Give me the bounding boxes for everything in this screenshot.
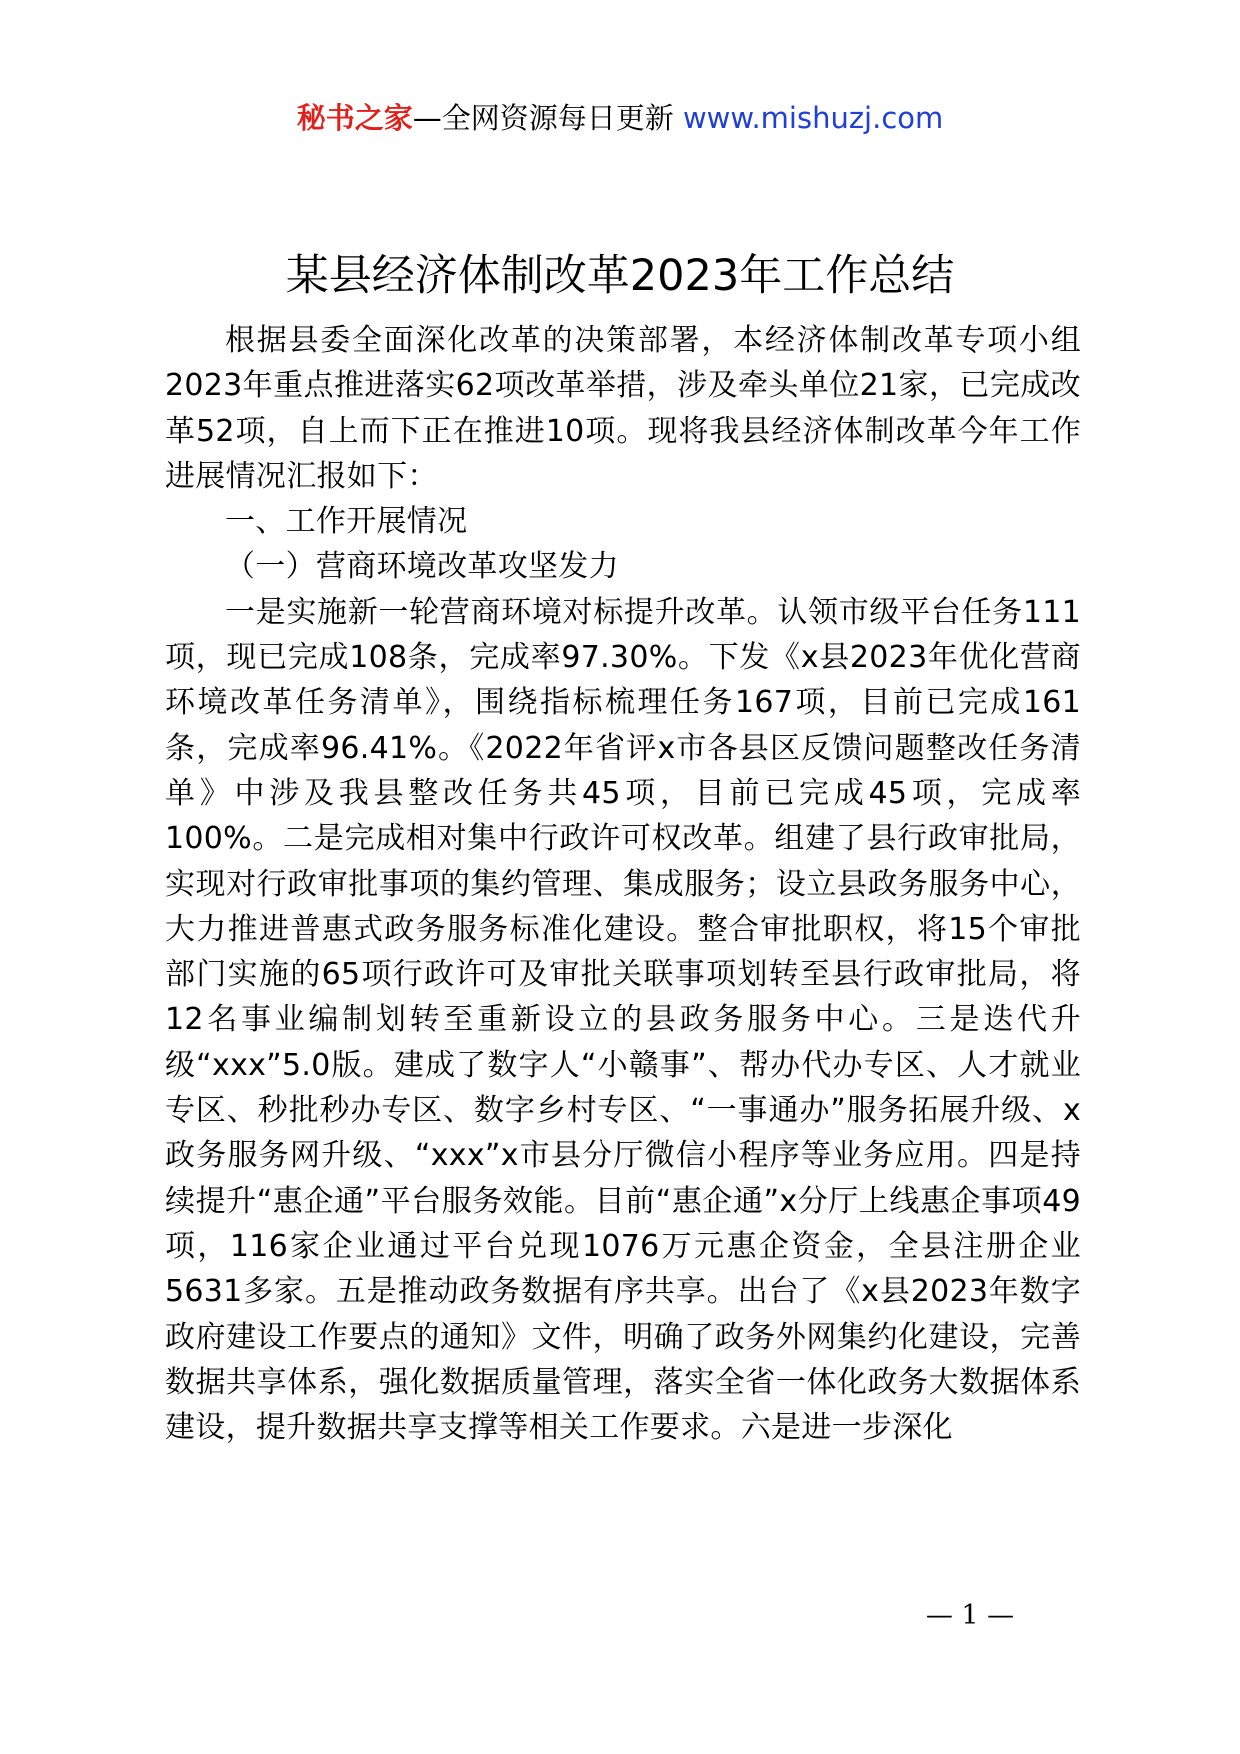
- site-url-link[interactable]: www.mishuzj.com: [682, 101, 944, 135]
- section-heading: 一、工作开展情况: [225, 504, 468, 540]
- document-title: 某县经济体制改革2023年工作总结: [285, 251, 955, 301]
- site-tagline: —全网资源每日更新: [412, 101, 674, 135]
- site-brand: 秘书之家: [296, 101, 413, 135]
- subsection-heading: （一）营商环境改革攻坚发力: [225, 549, 619, 585]
- intro-paragraph: 根据县委全面深化改革的决策部署，本经济体制改革专项小组2023年重点推进落实62项改革举措，涉及牵头单位21家，已完成改革52项，自上而下正在推进10项。现将我县经济体制改革今年工作进展情况汇报如下：: [165, 323, 1081, 494]
- page-number: — 1 —: [925, 1600, 1015, 1631]
- body-paragraph: 一是实施新一轮营商环境对标提升改革。认领市级平台任务111项，现已完成108条，完成率97.30%。下发《x县2023年优化营商环境改革任务清单》，围绕指标梳理任务167项，目前已完成161条，完成率96.41%。《2022年省评x市各县区反馈问题整改任务清单》中涉及我县整改任务共45项，目前已完成45项，完成率100%。二是完成相对集中行政许可权改革。组建了县行政审批局，实现对行政审批事项的集约管理、集成服务；设立县政务服务中心，大力推进普惠式政务服务标准化建设。整合审批职权，将15个审批部门实施的65项行政许可及审批关联事项划转至县行政审批局，将12名事业编制划转至重新设立的县政务服务中心。三是迭代升级“xxx”5.0版。建成了数字人“小赣事”、帮办代办专区、人才就业专区、秒批秒办专区、数字乡村专区、“一事通办”服务拓展升级、x政务服务网升级、“xxx”x市县分厅微信小程序等业务应用。四是持续提升“惠企通”平台服务效能。目前“惠企通”x分厅上线惠企事项49项，116家企业通过平台兑现1076万元惠企资金，全县注册企业5631多家。五是推动政务数据有序共享。出台了《x县2023年数字政府建设工作要点的通知》文件，明确了政务外网集约化建设，完善数据共享体系，强化数据质量管理，落实全省一体化政务大数据体系建设，提升数据共享支撑等相关工作要求。六是进一步深化: [165, 594, 1081, 1446]
- document-body: [165, 318, 1081, 1450]
- site-header: [0, 98, 1240, 138]
